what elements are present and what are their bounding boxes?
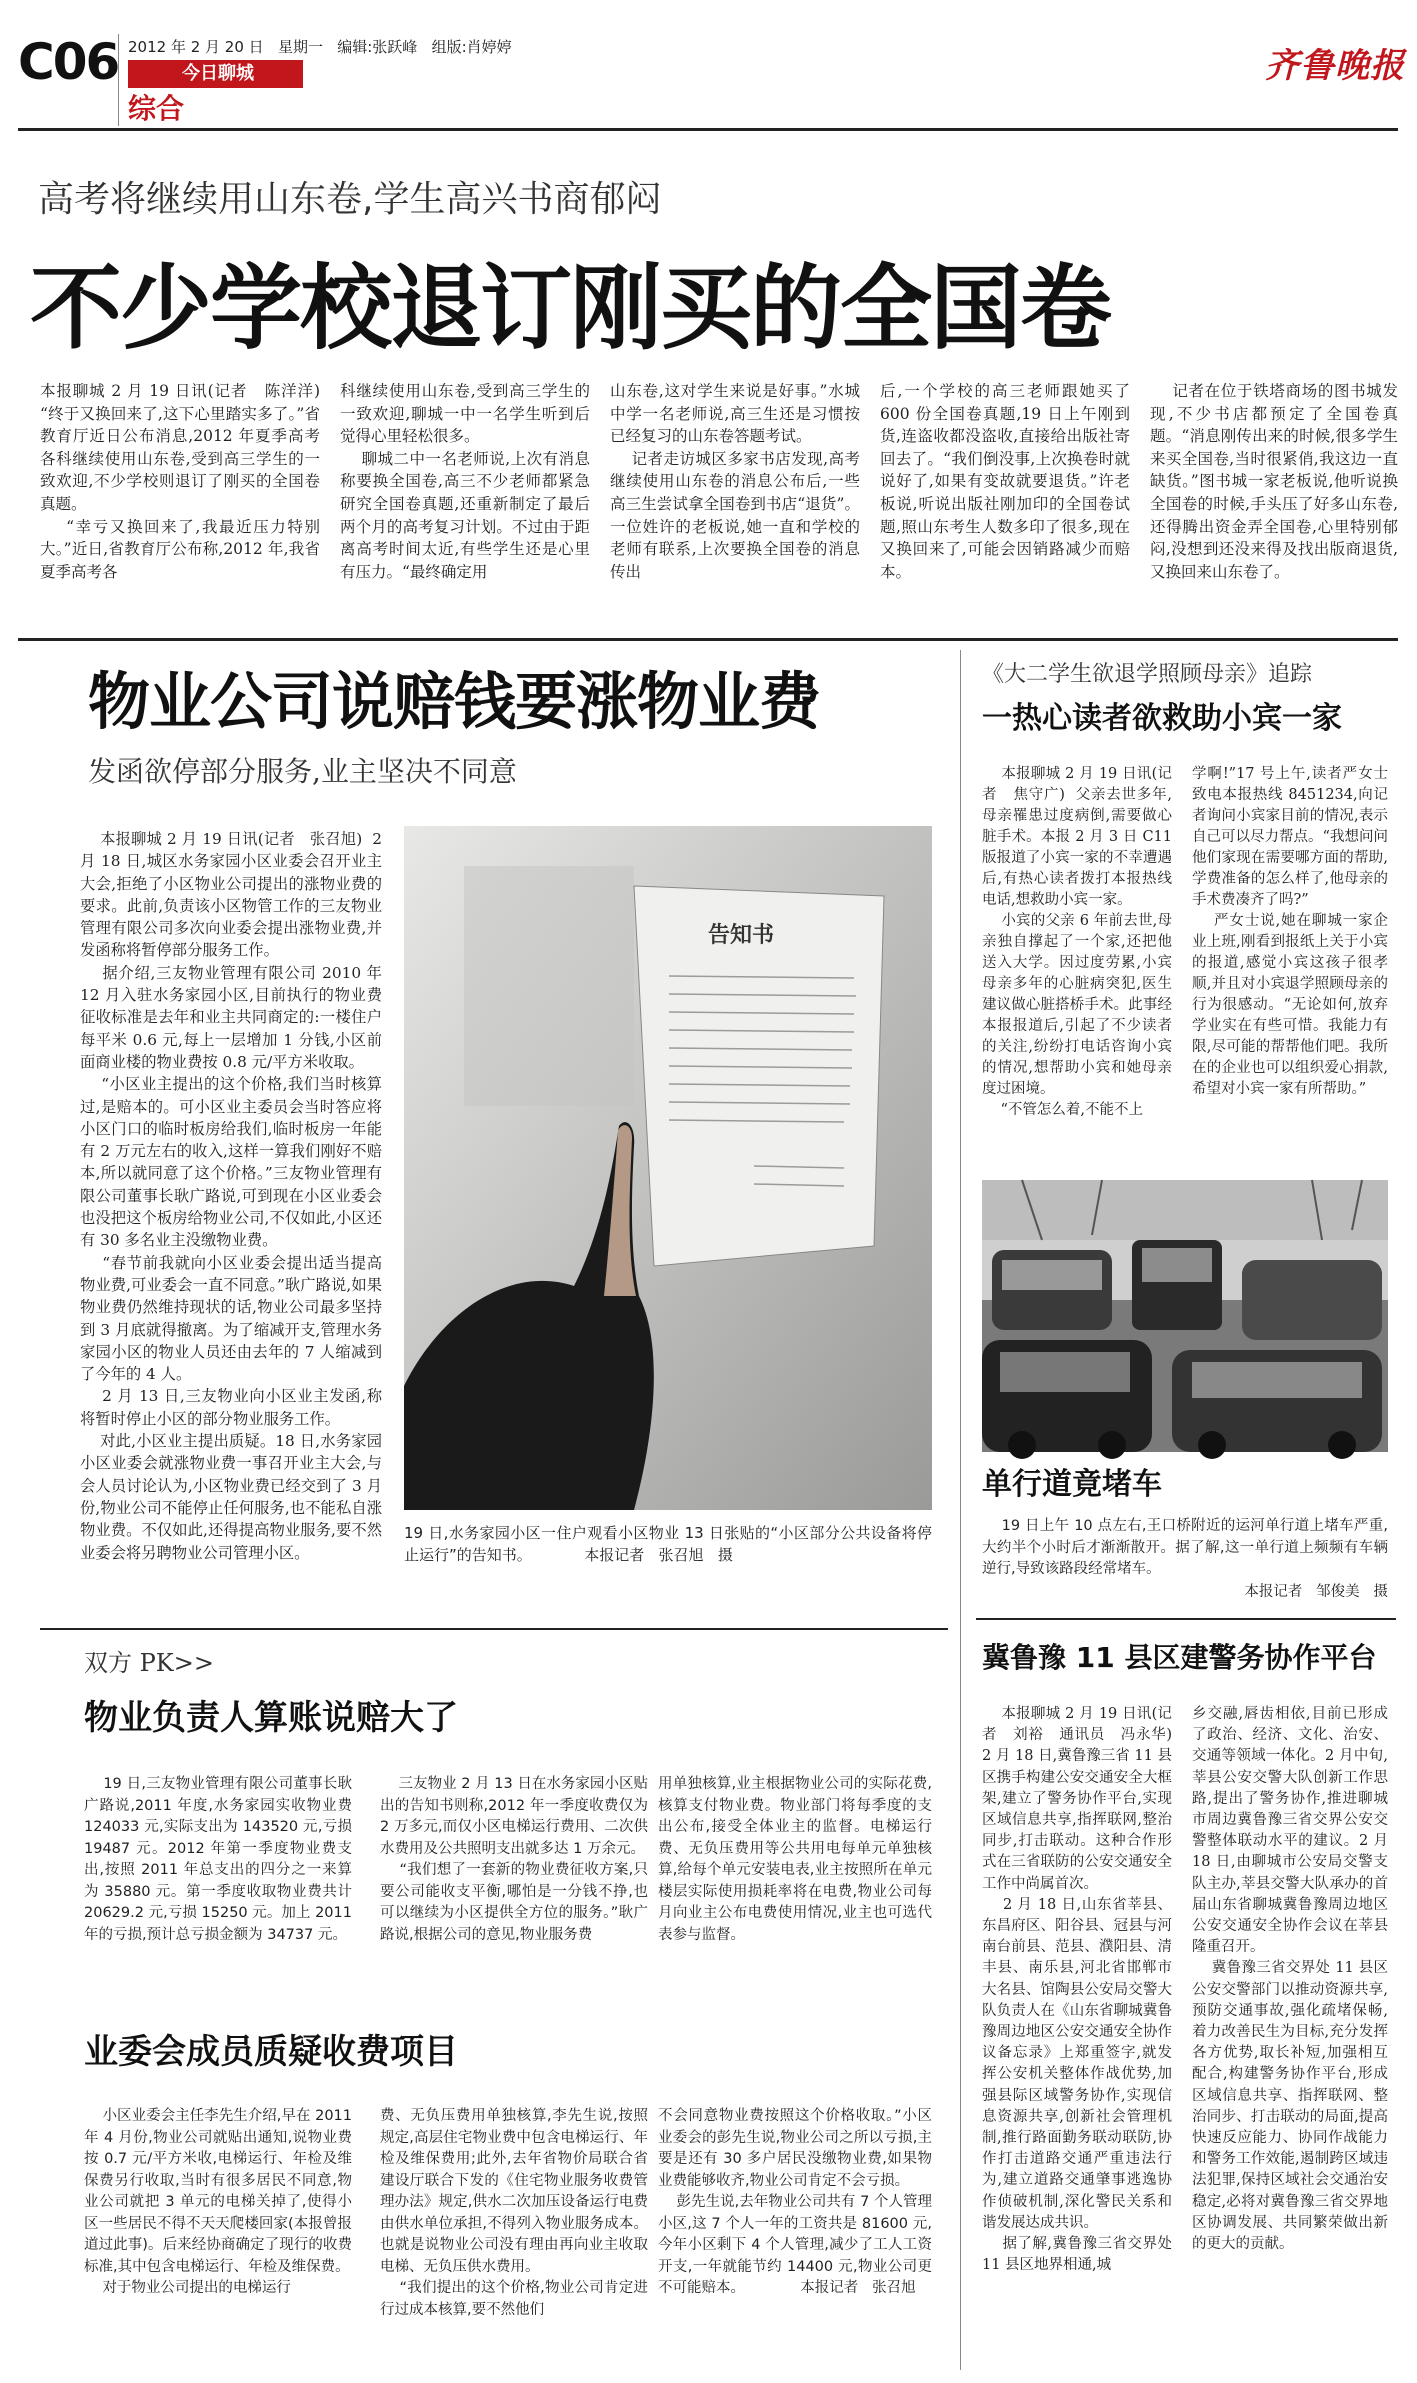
police-column-1: 本报聊城 2 月 19 日讯(记者 刘裕 通讯员 冯永华) 2 月 18 日,冀鲁豫三省 11 县区携手构建公安交通安全大框架,建立了警务协作平台,实现区域信息共享,指挥联网,整治同步,打击联动。这种合作形式在三省联防的公安交通安全工作中尚属首次。 2 月 18 日,山东省莘县、东昌府区、阳谷县、冠县与河南台前县、范县、濮阳县、清丰县、南乐县,河北省邯郸市大名县、馆陶县公安局交警大队负责人在《山东省聊城冀鲁豫周边地区公安交通安全协作议备忘录》上郑重签字,就发挥公安机关整体作战优势,加强县际区域警务协作,实现信息资源共享,创新社会管理机制,推行路面勤务联动联防,协作打击道路交通严重违法行为,建立道路交通肇事逃逸协作侦破机制,深化警民关系和谐发展达成共识。 据了解,冀鲁豫三省交界处 11 县区地界相通,城 xyxy=(982,1706,1173,2274)
lead-bottom-rule xyxy=(18,638,1398,641)
masthead-vertical-rule xyxy=(118,34,119,126)
pk-column-2: 三友物业 2 月 13 日在水务家园小区贴出的告知书则称,2012 年一季度收费仅为 2 万多元,而仅小区电梯运行费用、二次供水费用及公共照明支出就多达 1 万余元。 “我们想了一套新的物业费征收方案,只要公司能收支平衡,哪怕是一分钱不挣,也可以继续为小区提供全方位的服务。”耿广路说,根据公司的意见,物业服务费 xyxy=(380,1776,649,1943)
traffic-photo xyxy=(982,1180,1388,1452)
property-photo-notice-title: 告知书 xyxy=(708,922,775,948)
newspaper-logo: 齐鲁晚报 xyxy=(1265,46,1405,86)
student-kicker: 《大二学生欲退学照顾母亲》追踪 xyxy=(982,662,1313,687)
lead-column-2: 科继续使用山东卷,受到高三学生的一致欢迎,聊城一中一名学生听到后觉得心里轻松很多。 聊城二中一名老师说,上次有消息称要换全国卷,高三不少老师都紧急研究全国卷真题,还重新制定了最后两个月的高考复习计划。不过由于距离高考时间太近,有些学生还是心里有压力。“最终确定用 xyxy=(340,382,590,581)
traffic-photo-image xyxy=(982,1180,1388,1452)
traffic-headline: 单行道竟堵车 xyxy=(982,1467,1162,1502)
traffic-bottom-rule xyxy=(976,1618,1396,1620)
lead-column-3: 山东卷,这对学生来说是好事。”水城中学一名老师说,高三生还是习惯按已经复习的山东卷答题考试。 记者走访城区多家书店发现,高考继续使用山东卷的消息公布后,一些高三生尝试拿全国卷到书店“退货”。一位姓许的老板说,她一直和学校的老师有联系,上次要换全国卷的消息传出 xyxy=(610,382,860,581)
lead-column-5: 记者在位于铁塔商场的图书城发现,不少书店都预定了全国卷真题。“消息刚传出来的时候,很多学生来买全国卷,当时很紧俏,我这边一直缺货。”图书城一家老板说,他听说换全国卷的时候,手头压了好多山东卷,还得腾出资金弄全国卷,心里特别郁闷,没想到还没来得及找出版商退货,又换回来山东卷了。 xyxy=(1150,382,1398,581)
lead-column-4: 后,一个学校的高三老师跟她买了 600 份全国卷真题,19 日上午刚到货,连盗收都没盗收,直接给出版社寄回去了。“我们倒没事,上次换卷时就说好了,如果有变故就要退货。”许老板说,听说出版社刚加印的全国卷试题,照山东考生人数多印了很多,现在又换回来了,可能会因销路减少而赔本。 xyxy=(880,382,1135,581)
police-column-2: 乡交融,唇齿相依,目前已形成了政治、经济、文化、治安、交通等领域一体化。2 月中旬,莘县公安交警大队创新工作思路,提出了警务协作,推进聊城市周边冀鲁豫三省交界公安交警整体联动水平的建议。2 月 18 日,由聊城市公安局交警支队主办,莘县交警大队承办的首届山东省聊城冀鲁豫周边地区公安交通安全协作会议在莘县隆重召开。 冀鲁豫三省交界处 11 县区公安交警部门以推动资源共享,预防交通事故,强化疏堵保畅,着力改善民生为目标,充分发挥各方优势,取长补短,加强相互配合,构建警务协作平台,形成区域信息共享、指挥联网、整治同步、打击联动的局面,提高快速反应能力、协同作战能力和警务工作效能,遏制跨区域违法犯罪,保持区域社会交通治安稳定,必将对冀鲁豫三省交界地区协调发展、共同繁荣做出新的更大的贡献。 xyxy=(1192,1706,1389,2253)
committee-column-3: 不会同意物业费按照这个价格收取。”小区业委会的彭先生说,物业公司之所以亏损,主要是还有 30 多户居民没缴物业费,如果物业费能够收齐,物业公司肯定不会亏损。 彭先生说,去年物业公司共有 7 个人管理小区,这 7 个人一年的工资共是 81600 元,今年小区剩下 4 个人管理,减少了工人工资开支,一年就能节约 14400 元,物业公司更不可能赔本。 本报记者 张召旭 xyxy=(658,2108,932,2296)
property-headline: 物业公司说赔钱要涨物业费 xyxy=(88,665,821,738)
property-bottom-rule xyxy=(40,1628,948,1630)
committee-column-2: 费、无负压费用单独核算,李先生说,按照规定,高层住宅物业费中包含电梯运行、年检及维保费用;此外,去年省物价局联合省建设厅联合下发的《住宅物业服务收费管理办法》规定,供水二次加压设备运行电费由供水单位承担,不得列入物业服务成本。也就是说物业公司没有理由再向业主收取电梯、无负压供水费用。 “我们提出的这个价格,物业公司肯定进行过成本核算,要不然他们 xyxy=(380,2108,649,2318)
property-photo-caption: 19 日,水务家园小区一住户观看小区物业 13 日张贴的“小区部分公共设备将停止运行”的告知书。 本报记者 张召旭 摄 xyxy=(404,1524,932,1564)
column-divider xyxy=(960,650,961,2370)
lead-kicker: 高考将继续用山东卷,学生高兴书商郁闷 xyxy=(38,179,662,220)
masthead-rule xyxy=(18,128,1398,131)
property-subheadline: 发函欲停部分服务,业主坚决不同意 xyxy=(88,755,517,788)
page-code: C06 xyxy=(18,33,119,91)
student-column-2: 学啊!”17 号上午,读者严女士致电本报热线 8451234,向记者询问小宾家目前的情况,表示自己可以尽力帮点。“我想问问他们家现在需要哪方面的帮助,学费准备的怎么样了,他母亲的手术费凑齐了吗?” 严女士说,她在聊城一家企业上班,刚看到报纸上关于小宾的报道,感觉小宾这孩子很孝顺,并且对小宾退学照顾母亲的行为很感动。“无论如何,放弃学业实在有些可惜。我能力有限,尽可能的帮帮他们吧。我所在的企业也可以组织爱心捐款,希望对小宾一家有所帮助。” xyxy=(1192,766,1389,1097)
lead-headline: 不少学校退订刚买的全国卷 xyxy=(30,255,1111,362)
date-line: 2012 年 2 月 20 日 星期一 编辑:张跃峰 组版:肖婷婷 xyxy=(128,38,512,56)
pk-column-1: 19 日,三友物业管理有限公司董事长耿广路说,2011 年度,水务家园实收物业费 124033 元,实际支出为 143520 元,亏损 19487 元。2012 年第一季度物业费支出,按照 2011 年总支出的四分之一来算为 35880 元。第一季度收取物业费共计 20629.2 元,亏损 15250 元。加上 2011 年的亏损,预计总亏损金额为 34737 元。 xyxy=(84,1776,357,1943)
pk-column-3: 用单独核算,业主根据物业公司的实际花费,核算支付物业费。物业部门将每季度的支出公布,接受全体业主的监督。电梯运行费、无负压费用等公共用电每单元单独核算,给每个单元安装电表,业主按照所在单元楼层实际使用损耗率将在电费,物业公司每月向业主公布电费使用情况,业主也可选代表参与监督。 xyxy=(658,1776,932,1943)
police-headline: 冀鲁豫 11 县区建警务协作平台 xyxy=(982,1641,1377,1674)
student-headline: 一热心读者欲救助小宾一家 xyxy=(982,701,1342,736)
property-photo xyxy=(404,826,932,1510)
section-banner xyxy=(128,60,303,88)
section-name: 综合 xyxy=(128,92,185,125)
traffic-text: 19 日上午 10 点左右,王口桥附近的运河单行道上堵车严重,大约半个小时后才渐渐散开。据了解,这一单行道上频频有车辆逆行,导致该路段经常堵车。 xyxy=(982,1518,1389,1577)
lead-column-1: 本报聊城 2 月 19 日讯(记者 陈洋洋) “终于又换回来了,这下心里踏实多了。”省教育厅近日公布消息,2012 年夏季高考各科继续使用山东卷,受到高三学生的一致欢迎,不少学校则退订了刚买的全国卷真题。 “幸亏又换回来了,我最近压力特别大。”近日,省教育厅公布称,2012 年,我省夏季高考各 xyxy=(40,382,320,581)
traffic-byline: 本报记者 邹俊美 摄 xyxy=(1244,1584,1388,1600)
committee-column-1: 小区业委会主任李先生介绍,早在 2011 年 4 月份,物业公司就贴出通知,说物业费按 0.7 元/平方米收,电梯运行、年检及维保费另行收取,当时有很多居民不同意,物业公司就把 3 单元的电梯关掉了,使得小区一些居民不得不天天爬楼回家(本报曾报道过此事)。后来经协商确定了现行的收费标准,其中包含电梯运行、年检及维保费。 对于物业公司提出的电梯运行 xyxy=(84,2108,352,2296)
property-photo-image xyxy=(404,826,932,1510)
student-column-1: 本报聊城 2 月 19 日讯(记者 焦守广) 父亲去世多年,母亲罹患过度病倒,需要做心脏手术。本报 2 月 3 日 C11 版报道了小宾一家的不幸遭遇后,有热心读者拨打本报热线电话,想救助小宾一家。 小宾的父亲 6 年前去世,母亲独自撑起了一个家,还把他送入大学。因过度劳累,小宾母亲多年的心脏病突犯,医生建议做心脏搭桥手术。此事经本报报道后,引起了不少读者的关注,纷纷打电话咨询小宾的情况,想帮助小宾和她母亲度过困境。 “不管怎么着,不能不上 xyxy=(982,766,1172,1118)
pk-headline: 物业负责人算账说赔大了 xyxy=(84,1698,458,1738)
section-banner-label: 今日聊城 xyxy=(182,63,254,84)
committee-headline: 业委会成员质疑收费项目 xyxy=(84,2032,458,2072)
property-column: 本报聊城 2 月 19 日讯(记者 张召旭) 2 月 18 日,城区水务家园小区业委会召开业主大会,拒绝了小区物业公司提出的涨物业费的要求。此前,负责该小区物管工作的三友物业管理有限公司多次向业委会提出涨物业费,并发函称将暂停部分服务工作。 据介绍,三友物业管理有限公司 2010 年 12 月入驻水务家园小区,目前执行的物业费征收标准是去年和业主共同商定的:一楼住户每平米 0.6 元,每上一层增加 1 分钱,小区前面商业楼的物业费按 0.8 元/平方米收取。 “小区业主提出的这个价格,我们当时核算过,是赔本的。可小区业主委员会当时答应将小区门口的临时板房给我们,临时板房一年能有 2 万元左右的收入,这样一算我们刚好不赔本,所以就同意了这个价格。”三友物业管理有限公司董事长耿广路说,可到现在小区业委会也没把这个板房给物业公司,不仅如此,小区还有 30 多名业主没缴物业费。 “春节前我就向小区业委会提出适当提高物业费,可业委会一直不同意。”耿广路说,如果物业费仍然维持现状的话,物业公司最多坚持到 3 月底就得撤离。为了缩减开支,管理水务家园小区的物业人员还由去年的 7 人缩减到了今年的 4 人。 2 月 13 日,三友物业向小区业主发函,称将暂时停止小区的部分物业服务工作。 对此,小区业主提出质疑。18 日,水务家园小区业委会就涨物业费一事召开业主大会,与会人员讨论认为,小区物业费已经交到了 3 月份,物业公司不能停止任何服务,也不能私自涨物业费。不仅如此,还得提高物业服务,要不然业委会将另聘物业公司管理小区。 xyxy=(80,830,382,1562)
pk-label: 双方 PK>> xyxy=(84,1649,214,1677)
